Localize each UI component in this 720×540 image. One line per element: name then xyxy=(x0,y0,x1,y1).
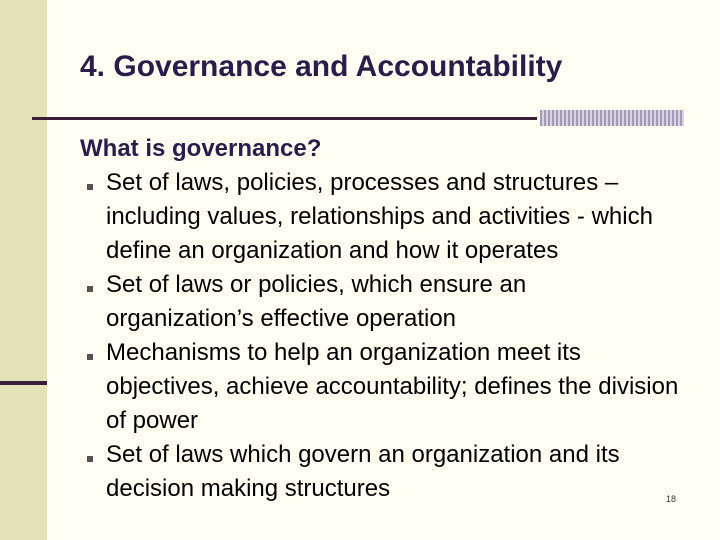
square-bullet-icon xyxy=(87,286,93,292)
square-bullet-icon xyxy=(87,354,93,360)
bullet-text: Set of laws, policies, processes and structures – including values, relationships and activities - which define an organization and how it operates xyxy=(106,169,653,264)
bullet-text: Set of laws which govern an organization and its decision making structures xyxy=(106,441,620,502)
bullet-item xyxy=(80,438,680,506)
slide-content xyxy=(80,132,680,506)
left-side-band xyxy=(0,0,47,540)
bullet-list xyxy=(80,166,680,506)
bullet-item xyxy=(80,336,680,438)
bullet-item xyxy=(80,268,680,336)
square-bullet-icon xyxy=(87,456,93,462)
slide-title: 4. Governance and Accountability xyxy=(80,50,563,83)
title-divider-pattern xyxy=(540,110,684,126)
bullet-text: Set of laws or policies, which ensure an organization’s effective operation xyxy=(106,271,527,332)
square-bullet-icon xyxy=(87,184,93,190)
bullet-text: Mechanisms to help an organization meet its objectives, achieve accountability; defines the division of power xyxy=(106,339,679,434)
slide-number: 18 xyxy=(666,494,677,504)
left-band-marker xyxy=(0,381,47,385)
title-divider xyxy=(32,117,537,120)
bullet-item xyxy=(80,166,680,268)
content-heading: What is governance? xyxy=(80,135,322,162)
